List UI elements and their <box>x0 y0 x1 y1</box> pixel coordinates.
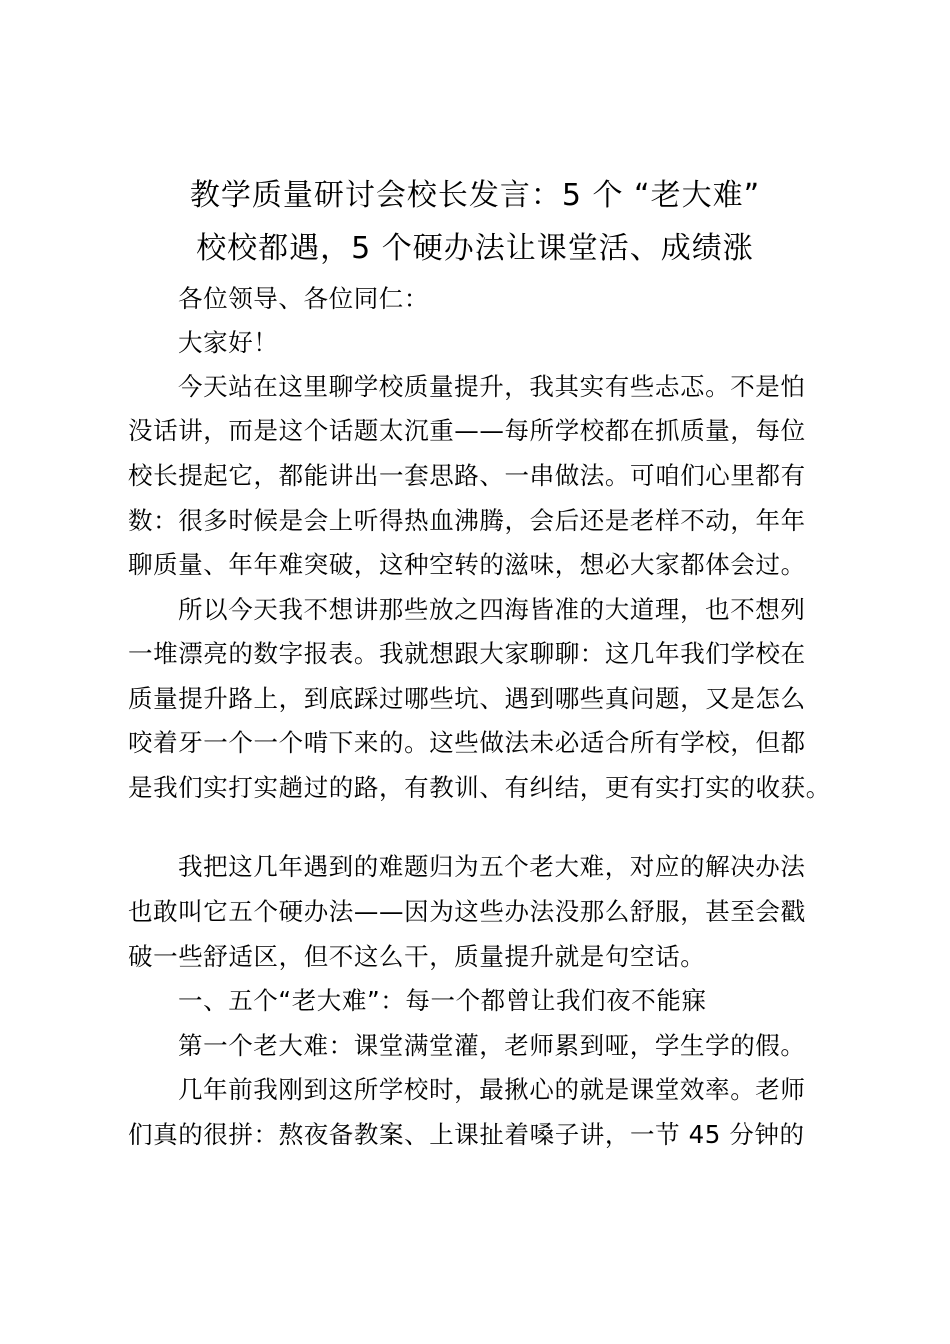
paragraph-2-line-3: 质量提升路上，到底踩过哪些坑、遇到哪些真问题，又是怎么 <box>128 684 806 713</box>
paragraph-1-line-1: 今天站在这里聊学校质量提升，我其实有些忐忑。不是怕 <box>178 372 806 401</box>
paragraph-4-line-2: 们真的很拼：熬夜备教案、上课扯着嗓子讲，一节 45 分钟的 <box>128 1120 805 1149</box>
greeting-line: 大家好！ <box>178 328 279 357</box>
document-title-line-1: 教学质量研讨会校长发言：5 个 “老大难” <box>189 178 761 213</box>
section-heading-1: 一、五个“老大难”：每一个都曾让我们夜不能寐 <box>178 986 707 1015</box>
paragraph-1-line-3: 校长提起它，都能讲出一套思路、一串做法。可咱们心里都有 <box>128 461 806 490</box>
salutation-line: 各位领导、各位同仁： <box>178 284 429 313</box>
paragraph-1-line-5: 聊质量、年年难突破，这种空转的滋味，想必大家都体会过。 <box>128 550 806 579</box>
paragraph-4-line-1: 几年前我刚到这所学校时，最揪心的就是课堂效率。老师 <box>178 1075 806 1104</box>
document-title-line-2: 校校都遇，5 个硬办法让课堂活、成绩涨 <box>196 231 754 266</box>
paragraph-2-line-1: 所以今天我不想讲那些放之四海皆准的大道理，也不想列 <box>178 595 806 624</box>
paragraph-2-line-4: 咬着牙一个一个啃下来的。这些做法未必适合所有学校，但都 <box>128 728 806 757</box>
paragraph-3-line-3: 破一些舒适区，但不这么干，质量提升就是句空话。 <box>128 942 706 971</box>
paragraph-2-line-2: 一堆漂亮的数字报表。我就想跟大家聊聊：这几年我们学校在 <box>128 639 806 668</box>
paragraph-3-line-1: 我把这几年遇到的难题归为五个老大难，对应的解决办法 <box>178 852 806 881</box>
paragraph-1-line-2: 没话讲，而是这个话题太沉重——每所学校都在抓质量，每位 <box>128 416 806 445</box>
paragraph-3-line-2: 也敢叫它五个硬办法——因为这些办法没那么舒服，甚至会戳 <box>128 897 806 926</box>
subheading-1: 第一个老大难：课堂满堂灌，老师累到哑，学生学的假。 <box>178 1031 806 1060</box>
paragraph-2-line-5: 是我们实打实趟过的路，有教训、有纠结，更有实打实的收获。 <box>128 773 831 802</box>
paragraph-1-line-4: 数：很多时候是会上听得热血沸腾，会后还是老样不动，年年 <box>128 506 806 535</box>
